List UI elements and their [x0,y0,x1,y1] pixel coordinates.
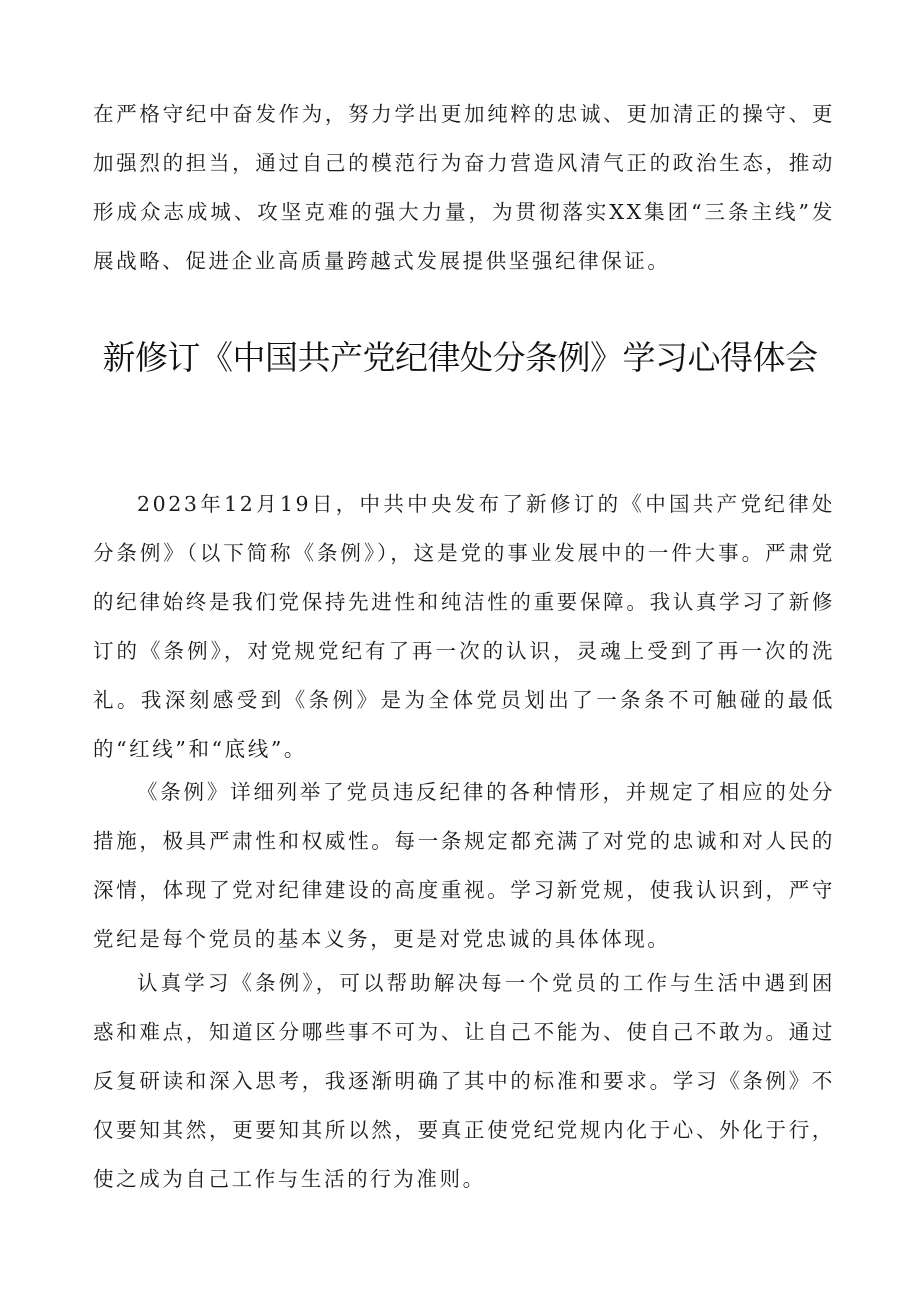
intro-paragraph: 在严格守纪中奋发作为，努力学出更加纯粹的忠诚、更加清正的操守、更加强烈的担当，通过自己的模范行为奋力营造风清气正的政治生态，推动形成众志成城、攻坚克难的强大力量，为贯彻落实XX集团“三条主线”发展战略、促进企业高质量跨越式发展提供坚强纪律保证。 [93,102,835,273]
document-title: 新修订《中国共产党纪律处分条例》学习心得体会 [102,338,818,377]
body-paragraph-3: 认真学习《条例》，可以帮助解决每一个党员的工作与生活中遇到困惑和难点，知道区分哪些事不可为、让自己不能为、使自己不敢为。通过反复研读和深入思考，我逐渐明确了其中的标准和要求。学习《条例》不仅要知其然，更要知其所以然，要真正使党纪党规内化于心、外化于行，使之成为自己工作与生活的行为准则。 [93,971,835,1191]
body-paragraph-1: 2023年12月19日，中共中央发布了新修订的《中国共产党纪律处分条例》（以下简称《条例》），这是党的事业发展中的一件大事。严肃党的纪律始终是我们党保持先进性和纯洁性的重要保障。我认真学习了新修订的《条例》，对党规党纪有了再一次的认识，灵魂上受到了再一次的洗礼。我深刻感受到《条例》是为全体党员划出了一条条不可触碰的最低的“红线”和“底线”。 [93,492,835,761]
body-paragraph-2: 《条例》详细列举了党员违反纪律的各种情形，并规定了相应的处分措施，极具严肃性和权威性。每一条规定都充满了对党的忠诚和对人民的深情，体现了党对纪律建设的高度重视。学习新党规，使我认识到，严守党纪是每个党员的基本义务，更是对党忠诚的具体体现。 [93,780,835,951]
